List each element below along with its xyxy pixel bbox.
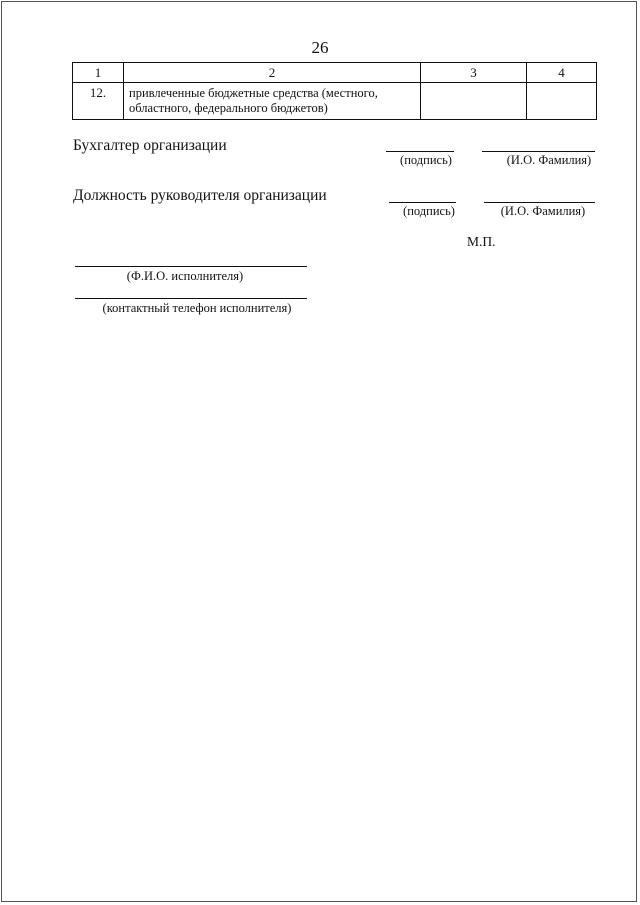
head-signature-caption: (подпись) bbox=[403, 204, 455, 218]
executor-phone-caption: (контактный телефон исполнителя) bbox=[102, 301, 292, 315]
executor-name-line bbox=[75, 266, 307, 267]
table-header-cell: 1 bbox=[73, 63, 124, 83]
row-value-cell-3 bbox=[421, 83, 527, 120]
table-header-cell: 3 bbox=[421, 63, 527, 83]
head-name-caption: (И.О. Фамилия) bbox=[500, 204, 586, 218]
budget-table bbox=[72, 62, 597, 120]
head-name-line bbox=[484, 202, 595, 203]
executor-name-caption: (Ф.И.О. исполнителя) bbox=[126, 269, 244, 283]
table-header-cell: 4 bbox=[527, 63, 597, 83]
table-row bbox=[73, 83, 597, 120]
page-number: 26 bbox=[311, 38, 329, 57]
stamp-label: М.П. bbox=[467, 234, 496, 249]
accountant-signature-caption: (подпись) bbox=[400, 153, 452, 167]
row-description-line: областного, федерального бюджетов) bbox=[129, 100, 328, 115]
row-value-cell-4 bbox=[527, 83, 597, 120]
accountant-label: Бухгалтер организации bbox=[73, 137, 227, 154]
accountant-name-caption: (И.О. Фамилия) bbox=[506, 153, 592, 167]
row-description-cell bbox=[124, 83, 421, 120]
table-header-row bbox=[73, 63, 597, 83]
accountant-signature-line bbox=[386, 151, 454, 152]
row-description-line: привлеченные бюджетные средства (местного, bbox=[129, 85, 378, 100]
accountant-name-line bbox=[482, 151, 595, 152]
head-signature-line bbox=[389, 202, 456, 203]
table-header-cell: 2 bbox=[124, 63, 421, 83]
executor-phone-line bbox=[75, 298, 307, 299]
row-number-cell: 12. bbox=[73, 83, 124, 120]
head-position-label: Должность руководителя организации bbox=[73, 187, 327, 204]
